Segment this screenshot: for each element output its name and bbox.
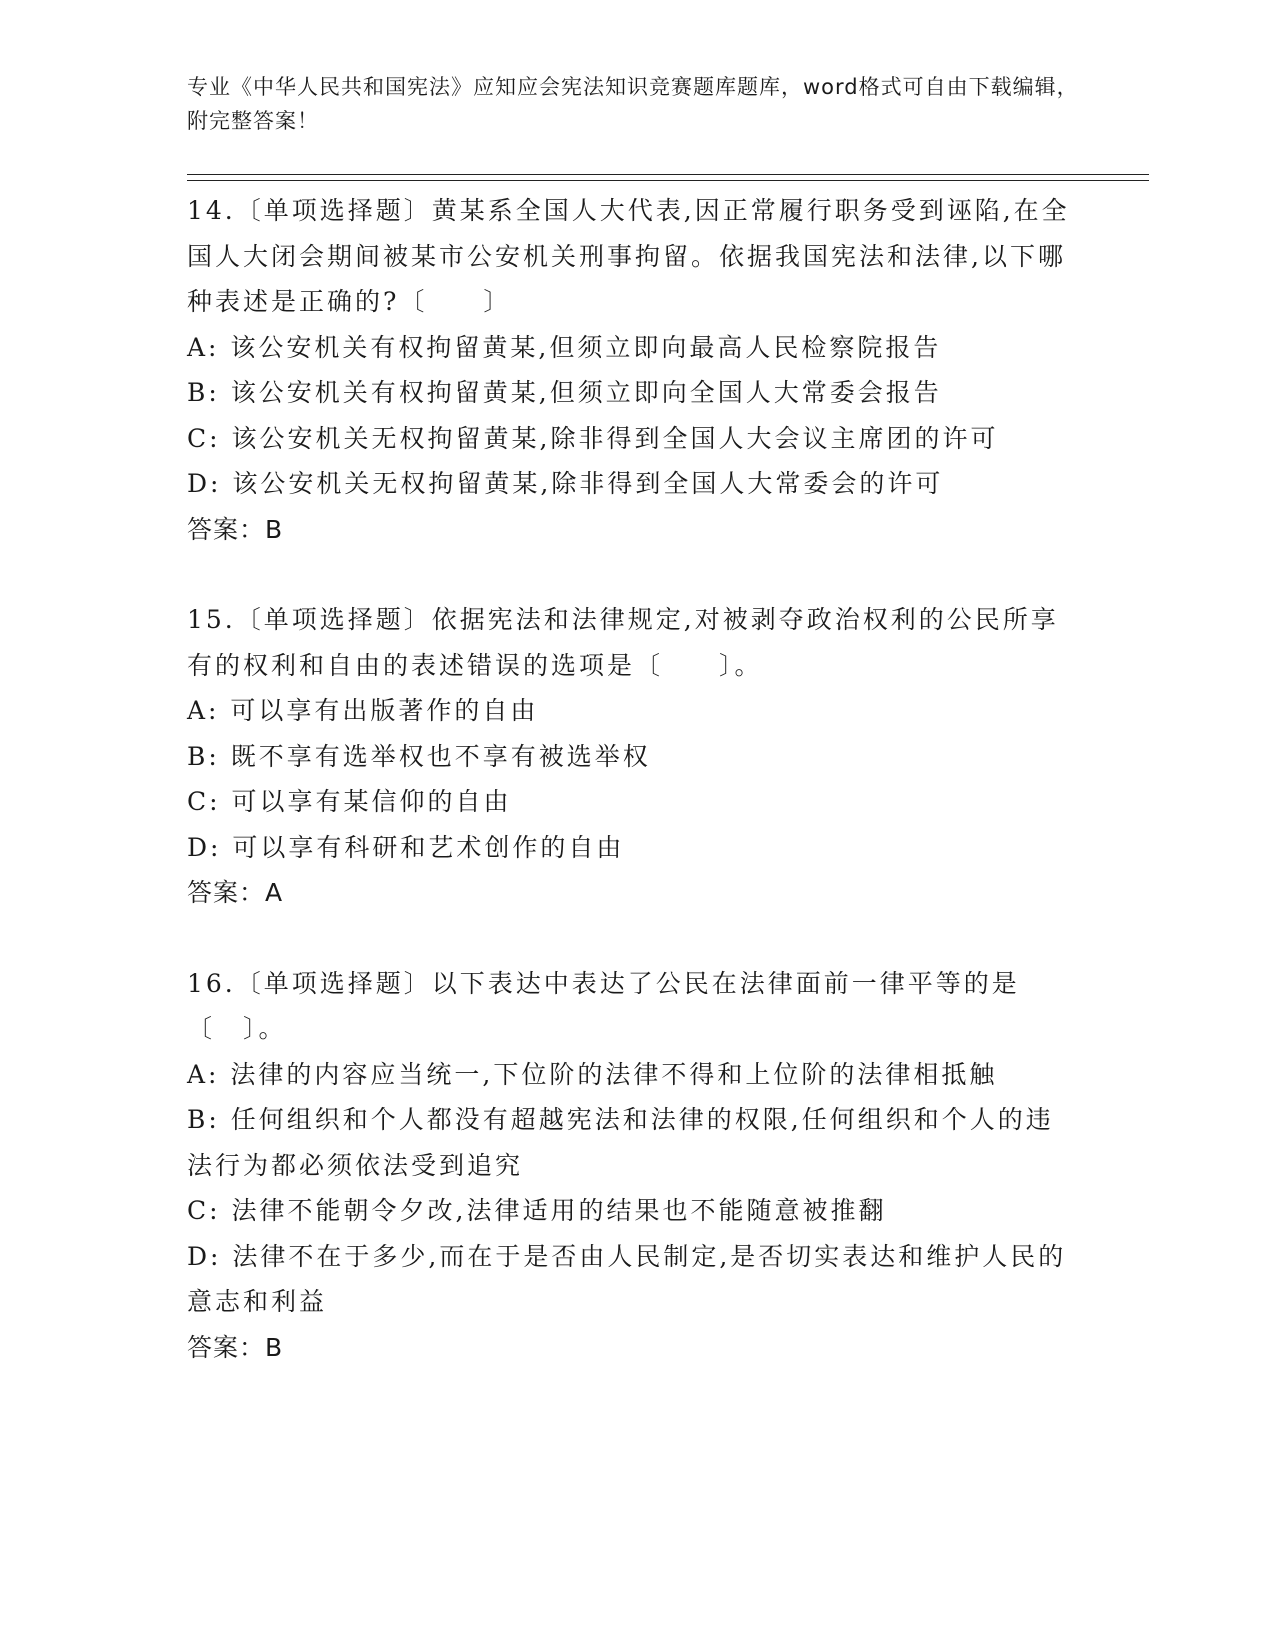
answer: 答案：B	[187, 1332, 284, 1362]
option-d: D: 法律不在于多少,而在于是否由人民制定,是否切实表达和维护人民的意志和利益	[187, 1241, 1067, 1316]
answer: 答案：B	[187, 514, 284, 544]
question-stem: 15.〔单项选择题〕依据宪法和法律规定,对被剥夺政治权利的公民所享有的权利和自由的表述错误的选项是〔 〕。	[187, 605, 1059, 680]
document-header: 专业《中华人民共和国宪法》应知应会宪法知识竞赛题库题库，word格式可自由下载编辑，附完整答案！	[187, 75, 1079, 133]
option-b: B: 既不享有选举权也不享有被选举权	[187, 741, 651, 771]
header-rule-bottom	[187, 180, 1149, 181]
option-d: D: 可以享有科研和艺术创作的自由	[187, 832, 625, 862]
question-list	[187, 188, 1077, 1370]
question-stem: 16.〔单项选择题〕以下表达中表达了公民在法律面前一律平等的是〔 〕。	[187, 968, 1020, 1043]
option-d: D: 该公安机关无权拘留黄某,除非得到全国人大常委会的许可	[187, 469, 944, 498]
option-b: B: 任何组织和个人都没有超越宪法和法律的权限,任何组织和个人的违法行为都必须依法受到追究	[187, 1105, 1054, 1180]
option-b: B: 该公安机关有权拘留黄某,但须立即向全国人大常委会报告	[187, 378, 942, 407]
answer: 答案：A	[187, 878, 284, 907]
option-c: C: 该公安机关无权拘留黄某,除非得到全国人大会议主席团的许可	[187, 423, 999, 453]
question-14	[187, 188, 1077, 552]
question-16	[187, 961, 1077, 1371]
question-15	[187, 597, 1077, 916]
option-a: A: 该公安机关有权拘留黄某,但须立即向最高人民检察院报告	[187, 332, 942, 362]
question-stem: 14.〔单项选择题〕黄某系全国人大代表,因正常履行职务受到诬陷,在全国人大闭会期间被某市公安机关刑事拘留。依据我国宪法和法律,以下哪种表述是正确的?〔 〕	[187, 196, 1070, 316]
option-a: A: 可以享有出版著作的自由	[187, 696, 539, 725]
option-a: A: 法律的内容应当统一,下位阶的法律不得和上位阶的法律相抵触	[187, 1059, 998, 1089]
option-c: C: 法律不能朝令夕改,法律适用的结果也不能随意被推翻	[187, 1196, 887, 1225]
header-rule-top	[187, 174, 1149, 175]
option-c: C: 可以享有某信仰的自由	[187, 787, 512, 816]
